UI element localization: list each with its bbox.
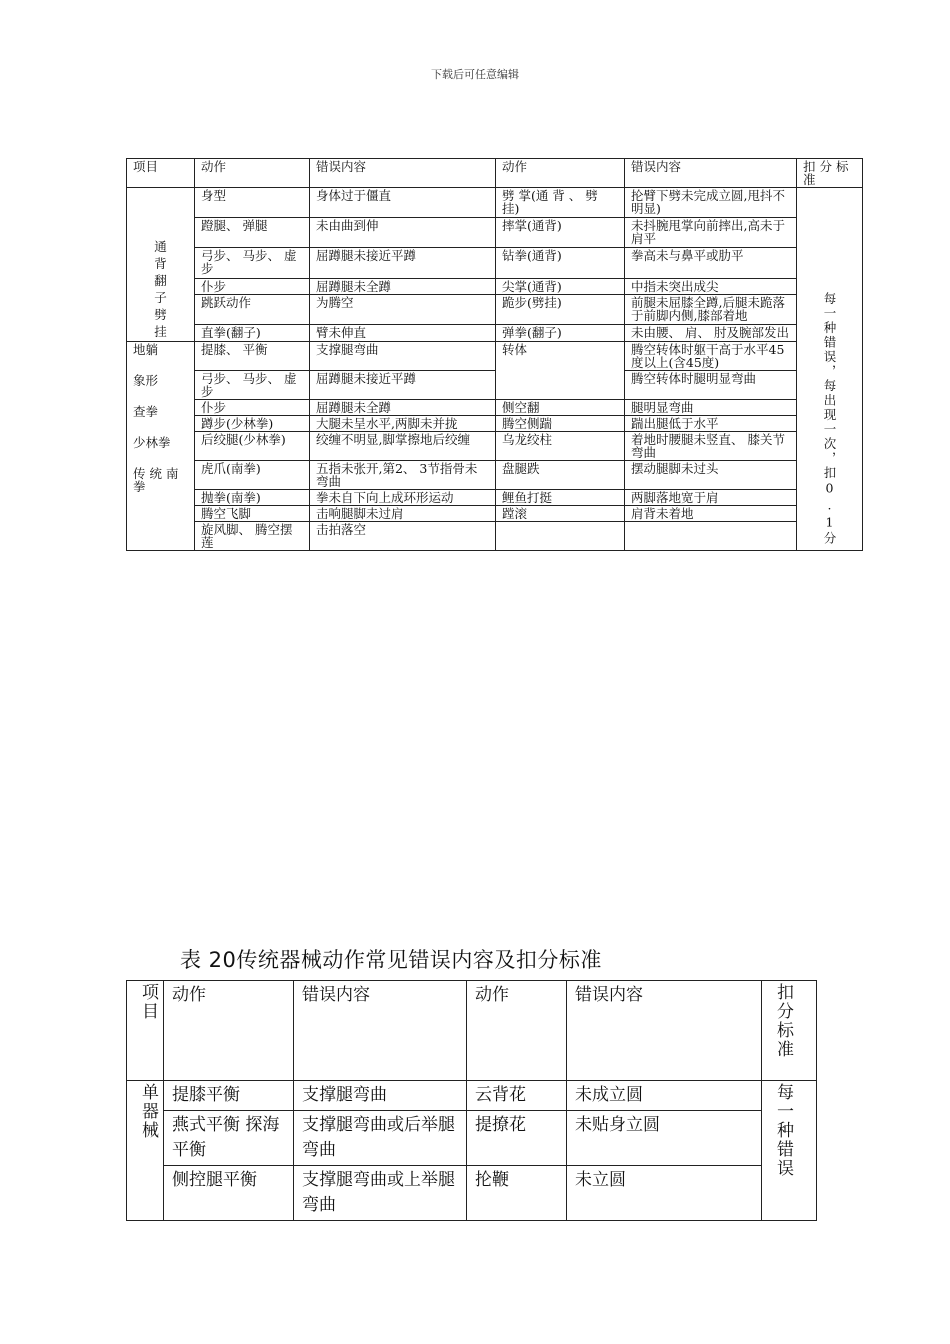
header-action: 动作 xyxy=(164,981,294,1081)
table-row xyxy=(127,506,863,522)
score-standard xyxy=(797,188,863,551)
group-label-line: 通 xyxy=(154,239,167,254)
cell: 劈 掌(通 背 、 劈 挂) xyxy=(496,188,625,218)
table-row xyxy=(127,248,863,278)
score-standard xyxy=(762,1081,817,1221)
cell: 拳高未与鼻平或肋平 xyxy=(625,248,797,278)
cell: 乌龙绞柱 xyxy=(496,432,625,461)
table-row xyxy=(127,416,863,432)
cell: 旋风脚、 腾空摆莲 xyxy=(195,522,310,551)
group-label-line: 传 统 南 拳 xyxy=(133,466,179,494)
cell: 支撑腿弯曲 xyxy=(294,1081,467,1111)
header-note: 下载后可任意编辑 xyxy=(431,68,519,81)
header-score-text: 扣分标准 xyxy=(773,983,793,1059)
header-error: 错误内容 xyxy=(310,159,496,188)
cell: 未贴身立圆 xyxy=(567,1111,762,1166)
cell: 蹚滚 xyxy=(496,506,625,522)
cell: 臂未伸直 xyxy=(310,325,496,342)
cell: 为腾空 xyxy=(310,295,496,325)
cell: 两脚落地宽于肩 xyxy=(625,490,797,506)
table2-title: 表 20传统器械动作常见错误内容及扣分标准 xyxy=(180,948,602,972)
cell: 未由腰、 肩、 肘及腕部发出 xyxy=(625,325,797,342)
table-row xyxy=(127,295,863,325)
cell: 后绞腿(少林拳) xyxy=(195,432,310,461)
table-row xyxy=(127,371,863,400)
cell: 屈蹲腿未接近平蹲 xyxy=(310,371,496,400)
cell: 未成立圆 xyxy=(567,1081,762,1111)
cell: 未由曲到伸 xyxy=(310,218,496,248)
cell xyxy=(496,522,625,551)
group-label-line: 子 xyxy=(154,290,167,305)
cell: 侧空翻 xyxy=(496,400,625,416)
cell: 五指未张开,第2、 3节指骨未弯曲 xyxy=(310,461,496,490)
table-row xyxy=(127,1081,817,1111)
cell: 弓步、 马步、 虚步 xyxy=(195,371,310,400)
cell: 转体 xyxy=(496,342,625,400)
group-label-line: 象形 xyxy=(133,373,159,388)
group-label-line: 挂 xyxy=(154,324,167,339)
group-label-line: 翻 xyxy=(154,273,167,288)
cell: 摔掌(通背) xyxy=(496,218,625,248)
header-action: 动作 xyxy=(467,981,567,1081)
table-header-row xyxy=(127,981,817,1081)
cell: 直拳(翻子) xyxy=(195,325,310,342)
cell: 抛拳(南拳) xyxy=(195,490,310,506)
cell: 肩背未着地 xyxy=(625,506,797,522)
table-row xyxy=(127,278,863,295)
header-action: 动作 xyxy=(496,159,625,188)
cell: 鲤鱼打挺 xyxy=(496,490,625,506)
cell: 腾空飞脚 xyxy=(195,506,310,522)
group-label-line: 少林拳 xyxy=(133,435,171,450)
cell: 燕式平衡 探海平衡 xyxy=(164,1111,294,1166)
cell: 未抖腕甩掌向前摔出,高未于肩平 xyxy=(625,218,797,248)
cell: 屈蹲腿未接近平蹲 xyxy=(310,248,496,278)
group-label-text: 单器械 xyxy=(138,1083,158,1140)
table-row xyxy=(127,1166,817,1221)
cell: 未立圆 xyxy=(567,1166,762,1221)
cell: 击拍落空 xyxy=(310,522,496,551)
cell: 腾空转体时腿明显弯曲 xyxy=(625,371,797,400)
cell: 支撑腿弯曲 xyxy=(310,342,496,371)
error-table-1 xyxy=(126,158,863,551)
cell: 踹出腿低于水平 xyxy=(625,416,797,432)
cell: 身型 xyxy=(195,188,310,218)
table-row xyxy=(127,188,863,218)
cell: 摆动腿脚未过头 xyxy=(625,461,797,490)
header-error: 错误内容 xyxy=(294,981,467,1081)
group-label-line: 背 xyxy=(154,256,167,271)
header-project xyxy=(127,981,164,1081)
cell: 侧控腿平衡 xyxy=(164,1166,294,1221)
error-table-2 xyxy=(126,980,817,1221)
cell: 盘腿跌 xyxy=(496,461,625,490)
cell: 腾空转体时躯干高于水平45度以上(含45度) xyxy=(625,342,797,371)
header-error: 错误内容 xyxy=(625,159,797,188)
header-score xyxy=(762,981,817,1081)
cell: 弹拳(翻子) xyxy=(496,325,625,342)
table-row xyxy=(127,1111,817,1166)
group-label-line: 劈 xyxy=(154,307,167,322)
cell: 尖掌(通背) xyxy=(496,278,625,295)
cell: 提膝平衡 xyxy=(164,1081,294,1111)
cell: 绞缠不明显,脚掌擦地后绞缠 xyxy=(310,432,496,461)
header-project-text: 项目 xyxy=(138,983,158,1021)
cell: 跪步(劈挂) xyxy=(496,295,625,325)
score-text: 每一种错误 xyxy=(773,1083,793,1178)
cell: 抡鞭 xyxy=(467,1166,567,1221)
cell: 弓步、 马步、 虚步 xyxy=(195,248,310,278)
cell: 中指未突出成尖 xyxy=(625,278,797,295)
cell: 拳未自下向上成环形运动 xyxy=(310,490,496,506)
table-row xyxy=(127,325,863,342)
table-row xyxy=(127,432,863,461)
cell: 提撩花 xyxy=(467,1111,567,1166)
cell: 大腿未呈水平,两脚未并拢 xyxy=(310,416,496,432)
cell: 蹲步(少林拳) xyxy=(195,416,310,432)
cell xyxy=(625,522,797,551)
cell: 云背花 xyxy=(467,1081,567,1111)
score-text: 每一种错误，每出现一次，扣0.1分 xyxy=(822,292,837,546)
group-label-line: 地躺 xyxy=(133,342,159,357)
group-label-tongbei xyxy=(127,188,195,342)
cell: 仆步 xyxy=(195,278,310,295)
cell: 仆步 xyxy=(195,400,310,416)
table-row xyxy=(127,522,863,551)
table-row xyxy=(127,490,863,506)
cell: 支撑腿弯曲或上举腿弯曲 xyxy=(294,1166,467,1221)
cell: 提膝、 平衡 xyxy=(195,342,310,371)
group-label-multi xyxy=(127,342,195,551)
header-project: 项目 xyxy=(127,159,195,188)
cell: 击响腿脚未过肩 xyxy=(310,506,496,522)
header-action: 动作 xyxy=(195,159,310,188)
header-score: 扣 分 标 准 xyxy=(797,159,863,188)
table-row xyxy=(127,461,863,490)
cell: 屈蹲腿未全蹲 xyxy=(310,278,496,295)
cell: 着地时腰腿未竖直、 膝关节弯曲 xyxy=(625,432,797,461)
cell: 抡臂下劈未完成立圆,甩抖不明显) xyxy=(625,188,797,218)
table-row xyxy=(127,342,863,371)
cell: 跳跃动作 xyxy=(195,295,310,325)
cell: 腾空侧踹 xyxy=(496,416,625,432)
cell: 虎爪(南拳) xyxy=(195,461,310,490)
cell: 屈蹲腿未全蹲 xyxy=(310,400,496,416)
cell: 蹬腿、 弹腿 xyxy=(195,218,310,248)
table-row xyxy=(127,218,863,248)
table-row xyxy=(127,400,863,416)
cell: 钻拳(通背) xyxy=(496,248,625,278)
group-label-line: 查拳 xyxy=(133,404,159,419)
cell: 支撑腿弯曲或后举腿弯曲 xyxy=(294,1111,467,1166)
cell: 前腿未屈膝全蹲,后腿未跪落于前脚内侧,膝部着地 xyxy=(625,295,797,325)
header-error: 错误内容 xyxy=(567,981,762,1081)
group-label-single xyxy=(127,1081,164,1221)
cell: 身体过于僵直 xyxy=(310,188,496,218)
cell: 腿明显弯曲 xyxy=(625,400,797,416)
table-header-row xyxy=(127,159,863,188)
